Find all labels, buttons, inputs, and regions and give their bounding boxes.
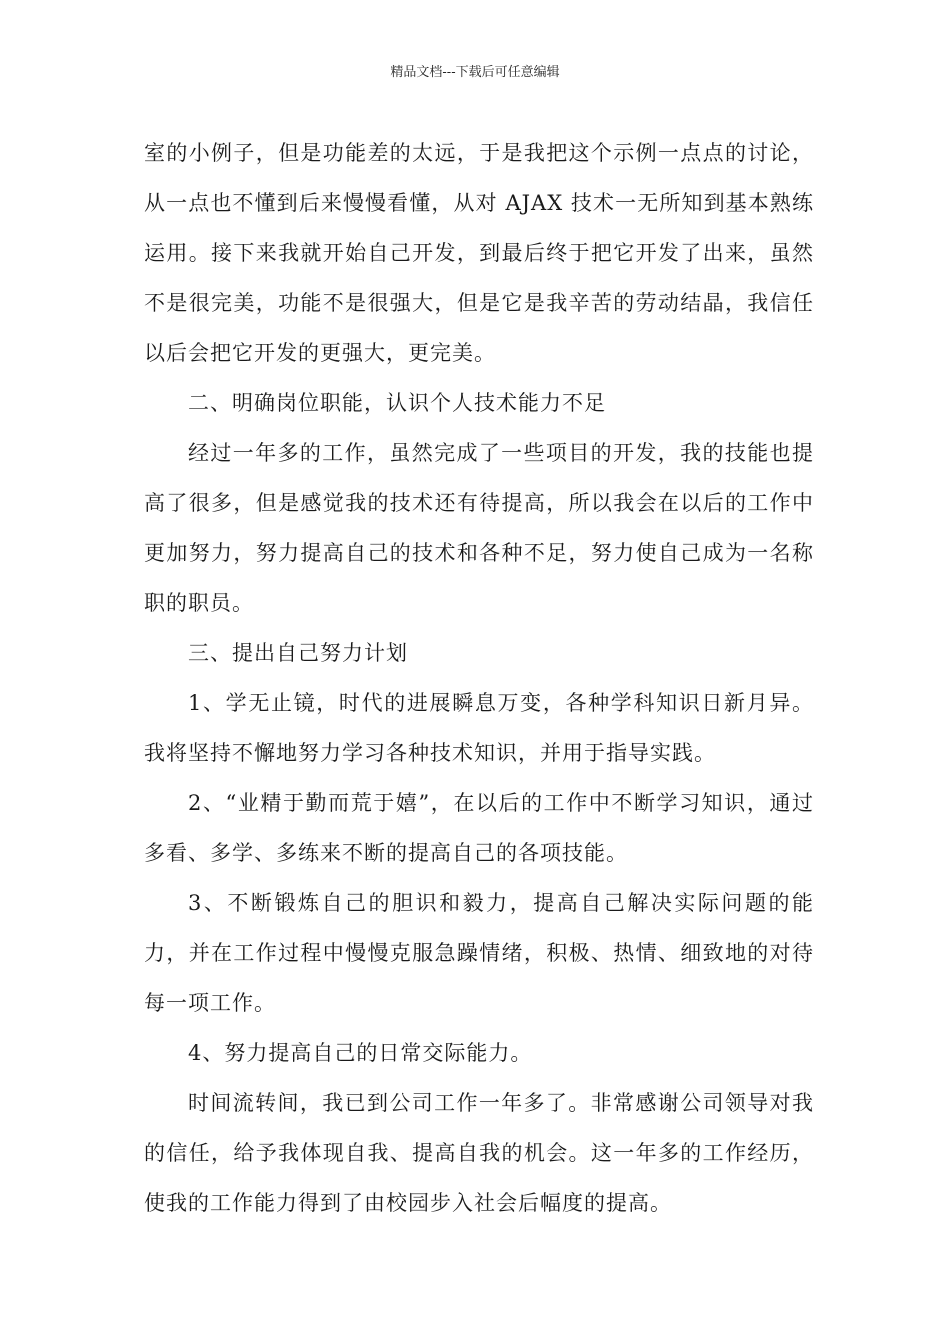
paragraph: 时间流转间，我已到公司工作一年多了。非常感谢公司领导对我的信任，给予我体现自我、提高自我的机会。这一年多的工作经历，使我的工作能力得到了由校园步入社会后幅度的提高。 xyxy=(144,1091,814,1215)
section-heading-2: 二、明确岗位职能，认识个人技术能力不足 xyxy=(188,391,606,415)
plan-item-2: 2、“业精于勤而荒于嬉”，在以后的工作中不断学习知识，通过多看、多学、多练来不断的提高自己的各项技能。 xyxy=(144,791,814,865)
plan-item-4: 4、努力提高自己的日常交际能力。 xyxy=(188,1041,533,1065)
paragraph: 经过一年多的工作，虽然完成了一些项目的开发，我的技能也提高了很多，但是感觉我的技术还有待提高，所以我会在以后的工作中更加努力，努力提高自己的技术和各种不足，努力使自己成为一名称职的职员。 xyxy=(144,441,814,615)
document-body xyxy=(144,128,814,1228)
plan-item-1: 1、学无止镜，时代的进展瞬息万变，各种学科知识日新月异。我将坚持不懈地努力学习各种技术知识，并用于指导实践。 xyxy=(144,691,814,765)
section-heading-3: 三、提出自己努力计划 xyxy=(188,641,408,665)
paragraph-continued: 室的小例子，但是功能差的太远，于是我把这个示例一点点的讨论，从一点也不懂到后来慢慢看懂，从对 AJAX 技术一无所知到基本熟练运用。接下来我就开始自己开发，到最后终于把它开发了出来，虽然不是很完美，功能不是很强大，但是它是我辛苦的劳动结晶，我信任以后会把它开发的更强大，更完美。 xyxy=(144,141,814,365)
plan-item-3: 3、不断锻炼自己的胆识和毅力，提高自己解决实际问题的能力，并在工作过程中慢慢克服急躁情绪，积极、热情、细致地的对待每一项工作。 xyxy=(144,891,814,1015)
page-header: 精品文档---下载后可任意编辑 xyxy=(390,65,560,80)
